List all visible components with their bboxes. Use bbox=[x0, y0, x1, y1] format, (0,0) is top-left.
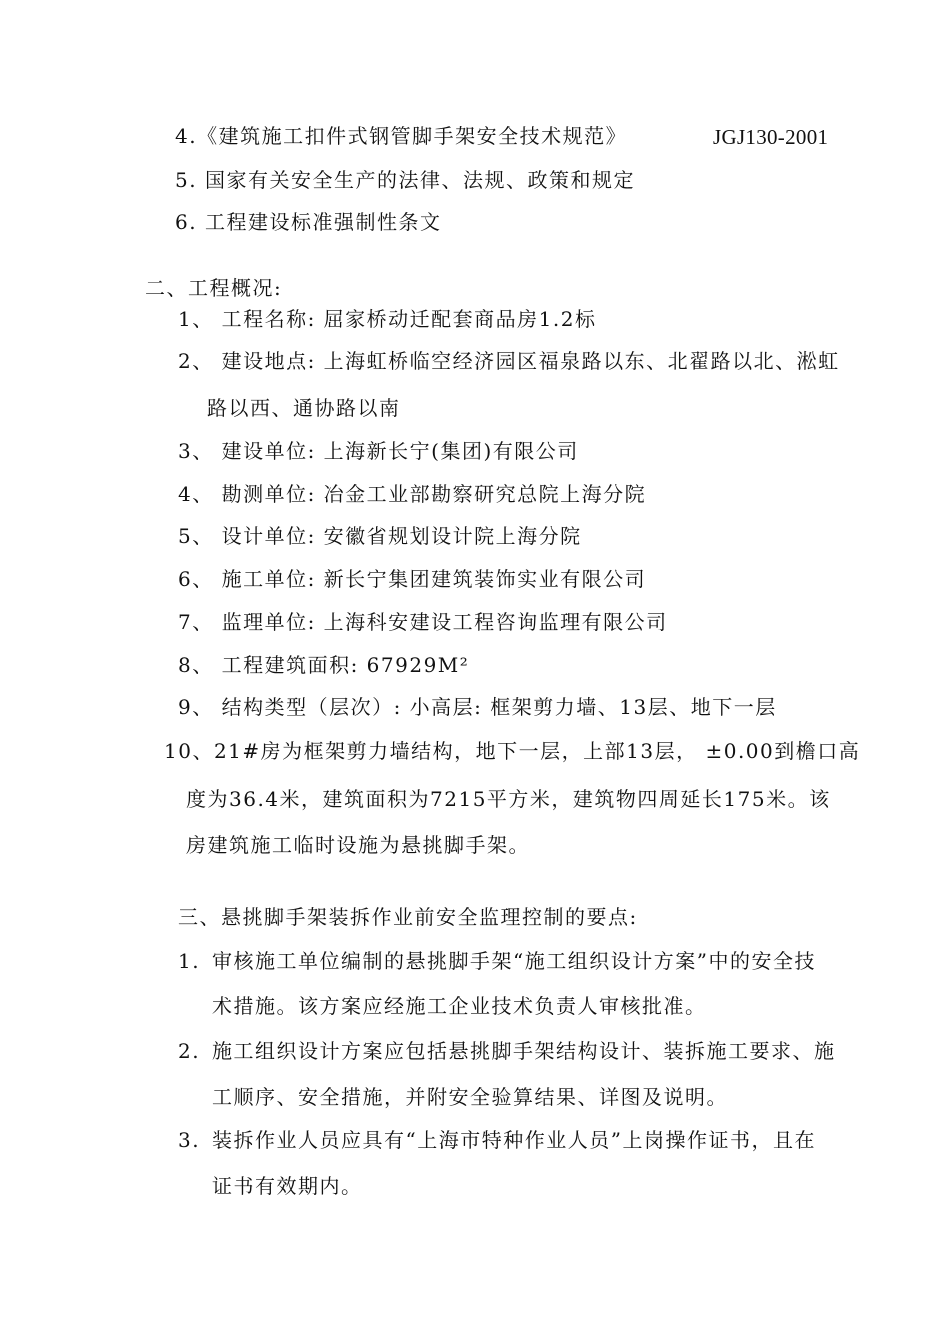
control-item-3 bbox=[178, 1126, 816, 1154]
control-item-3-cont: 证书有效期内。 bbox=[212, 1174, 363, 1198]
overview-item-10: 10、21#房为框架剪力墙结构，地下一层，上部13层， ±0.00到檐口高 bbox=[164, 739, 861, 763]
control-text: 装拆作业人员应具有“上海市特种作业人员”上岗操作证书，且在 bbox=[212, 1128, 816, 1152]
overview-item-10-cont-1: 度为36.4米，建筑面积为7215平方米，建筑物四周延长175米。该 bbox=[186, 787, 831, 811]
ref-text: 《建筑施工扣件式钢管脚手架安全技术规范》 bbox=[197, 124, 628, 148]
overview-item-1: 1、 工程名称: 屈家桥动迁配套商品房1.2标 bbox=[178, 307, 597, 331]
ref-item-4 bbox=[175, 122, 627, 150]
section-heading-control: 三、悬挑脚手架装拆作业前安全监理控制的要点: bbox=[178, 905, 638, 929]
section-heading-overview: 二、工程概况: bbox=[145, 276, 283, 300]
overview-item-3: 3、 建设单位: 上海新长宁(集团)有限公司 bbox=[178, 439, 579, 463]
ref-number: 5. bbox=[175, 168, 198, 192]
ref-number: 4. bbox=[175, 124, 198, 148]
control-number: 1. bbox=[178, 949, 201, 973]
overview-item-10-cont-2: 房建筑施工临时设施为悬挑脚手架。 bbox=[186, 833, 530, 857]
ref-item-6 bbox=[175, 208, 441, 236]
ref-item-5 bbox=[175, 166, 635, 194]
ref-text: 工程建设标准强制性条文 bbox=[204, 210, 442, 234]
control-item-2 bbox=[178, 1037, 836, 1065]
overview-item-2: 2、 建设地点: 上海虹桥临空经济园区福泉路以东、北翟路以北、淞虹 bbox=[178, 349, 840, 373]
overview-item-6: 6、 施工单位: 新长宁集团建筑装饰实业有限公司 bbox=[178, 567, 647, 591]
control-text: 施工组织设计方案应包括悬挑脚手架结构设计、装拆施工要求、施 bbox=[212, 1039, 836, 1063]
control-text: 审核施工单位编制的悬挑脚手架“施工组织设计方案”中的安全技 bbox=[212, 949, 816, 973]
control-item-1-cont: 术措施。该方案应经施工企业技术负责人审核批准。 bbox=[212, 994, 707, 1018]
control-number: 2. bbox=[178, 1039, 201, 1063]
ref-number: 6. bbox=[175, 210, 198, 234]
overview-item-4: 4、 勘测单位: 冶金工业部勘察研究总院上海分院 bbox=[178, 482, 647, 506]
ref-text: 国家有关安全生产的法律、法规、政策和规定 bbox=[204, 168, 635, 192]
control-item-2-cont: 工顺序、安全措施，并附安全验算结果、详图及说明。 bbox=[212, 1085, 728, 1109]
control-number: 3. bbox=[178, 1128, 201, 1152]
overview-item-9: 9、 结构类型（层次）: 小高层: 框架剪力墙、13层、地下一层 bbox=[178, 695, 777, 719]
overview-item-8: 8、 工程建筑面积: 67929M² bbox=[178, 653, 470, 677]
control-item-1 bbox=[178, 947, 816, 975]
overview-item-5: 5、 设计单位: 安徽省规划设计院上海分院 bbox=[178, 524, 582, 548]
overview-item-2-cont: 路以西、通协路以南 bbox=[207, 396, 401, 420]
overview-item-7: 7、 监理单位: 上海科安建设工程咨询监理有限公司 bbox=[178, 610, 668, 634]
standard-code: JGJ130-2001 bbox=[713, 125, 829, 149]
